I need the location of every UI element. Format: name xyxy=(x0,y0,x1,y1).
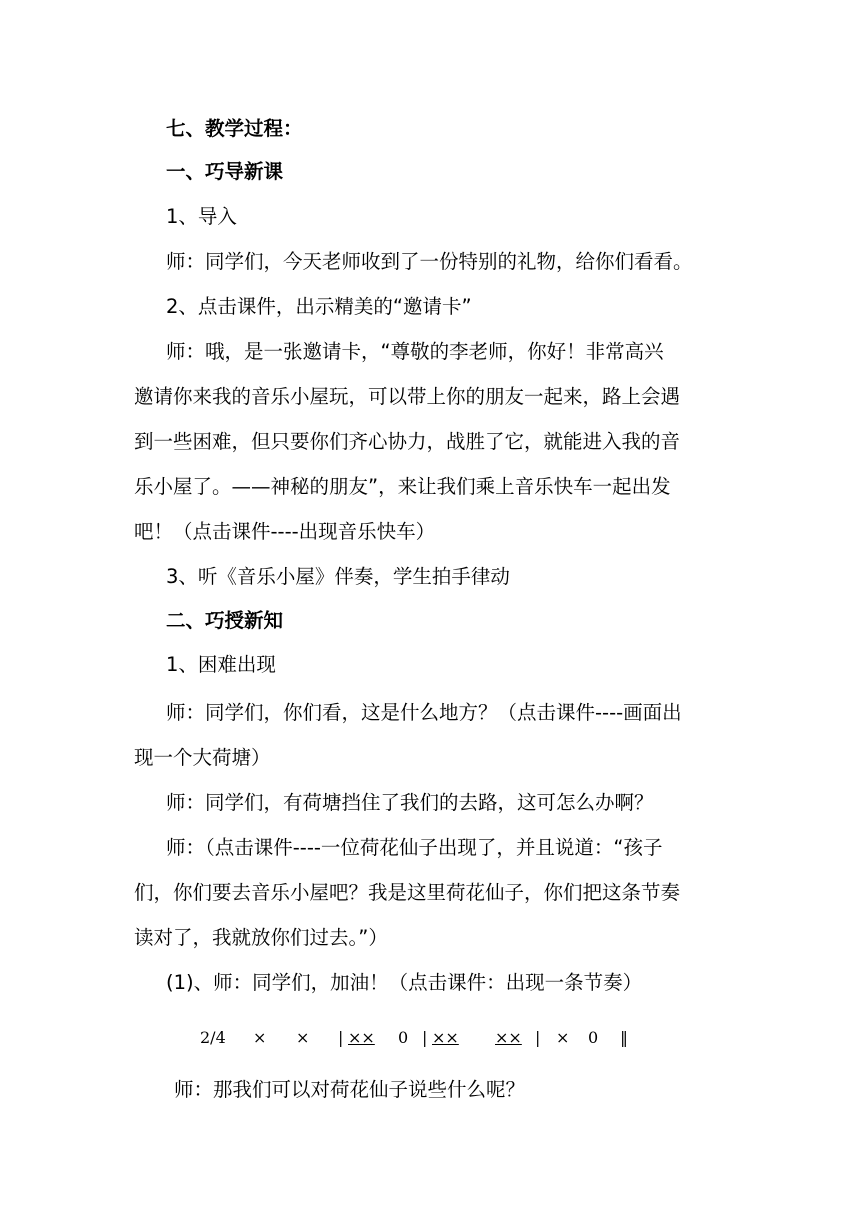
paragraph: 邀请你来我的音乐小屋玩，可以带上你的朋友一起来，路上会遇 xyxy=(134,385,681,408)
paragraph: 们，你们要去音乐小屋吧？我是这里荷花仙子，你们把这条节奏 xyxy=(134,881,681,904)
paragraph: 1、困难出现 xyxy=(166,653,276,676)
paragraph: 吧！（点击课件----出现音乐快车） xyxy=(134,520,436,543)
rhythm-rest: 0 xyxy=(398,1028,409,1047)
rhythm-group: ×× xyxy=(495,1028,522,1047)
section-heading-new-knowledge: 二、巧授新知 xyxy=(166,609,284,632)
paragraph: 师：哦，是一张邀请卡，“尊敬的李老师，你好！非常高兴 xyxy=(166,340,664,363)
rhythm-group: ×× xyxy=(348,1028,375,1047)
paragraph: 读对了，我就放你们过去。”） xyxy=(134,926,388,949)
rhythm-beat: × xyxy=(253,1028,267,1047)
paragraph: 师：那我们可以对荷花仙子说些什么呢？ xyxy=(174,1078,526,1101)
paragraph: 师：同学们，你们看，这是什么地方？（点击课件----画面出 xyxy=(166,701,682,724)
paragraph: 乐小屋了。——神秘的朋友”，来让我们乘上音乐快车一起出发 xyxy=(134,475,671,498)
rhythm-beat: × xyxy=(296,1028,310,1047)
rhythm-beat: × xyxy=(556,1028,570,1047)
paragraph: 3、听《音乐小屋》伴奏，学生拍手律动 xyxy=(166,565,510,588)
bar-line: | xyxy=(535,1028,541,1047)
bar-line: | xyxy=(338,1028,344,1047)
section-heading-introduction: 一、巧导新课 xyxy=(166,160,284,183)
end-bar-line: ‖ xyxy=(620,1028,628,1047)
rhythm-rest: 0 xyxy=(588,1028,599,1047)
paragraph: 1、导入 xyxy=(166,205,237,228)
paragraph: 师：同学们，有荷塘挡住了我们的去路，这可怎么办啊？ xyxy=(166,791,654,814)
paragraph: 师：同学们，今天老师收到了一份特别的礼物，给你们看看。 xyxy=(166,250,693,273)
section-title-teaching-process: 七、教学过程： xyxy=(166,117,303,140)
rhythm-group: ×× xyxy=(432,1028,459,1047)
paragraph: 师：（点击课件----一位荷花仙子出现了，并且说道：“孩子 xyxy=(166,836,663,859)
paragraph: 到一些困难，但只要你们齐心协力，战胜了它，就能进入我的音 xyxy=(134,430,681,453)
paragraph: (1)、师：同学们，加油！（点击课件：出现一条节奏） xyxy=(166,971,643,994)
paragraph: 现一个大荷塘） xyxy=(134,746,271,769)
paragraph: 2、点击课件，出示精美的“邀请卡” xyxy=(166,295,472,318)
bar-line: | xyxy=(422,1028,428,1047)
time-signature: 2/4 xyxy=(200,1028,226,1047)
